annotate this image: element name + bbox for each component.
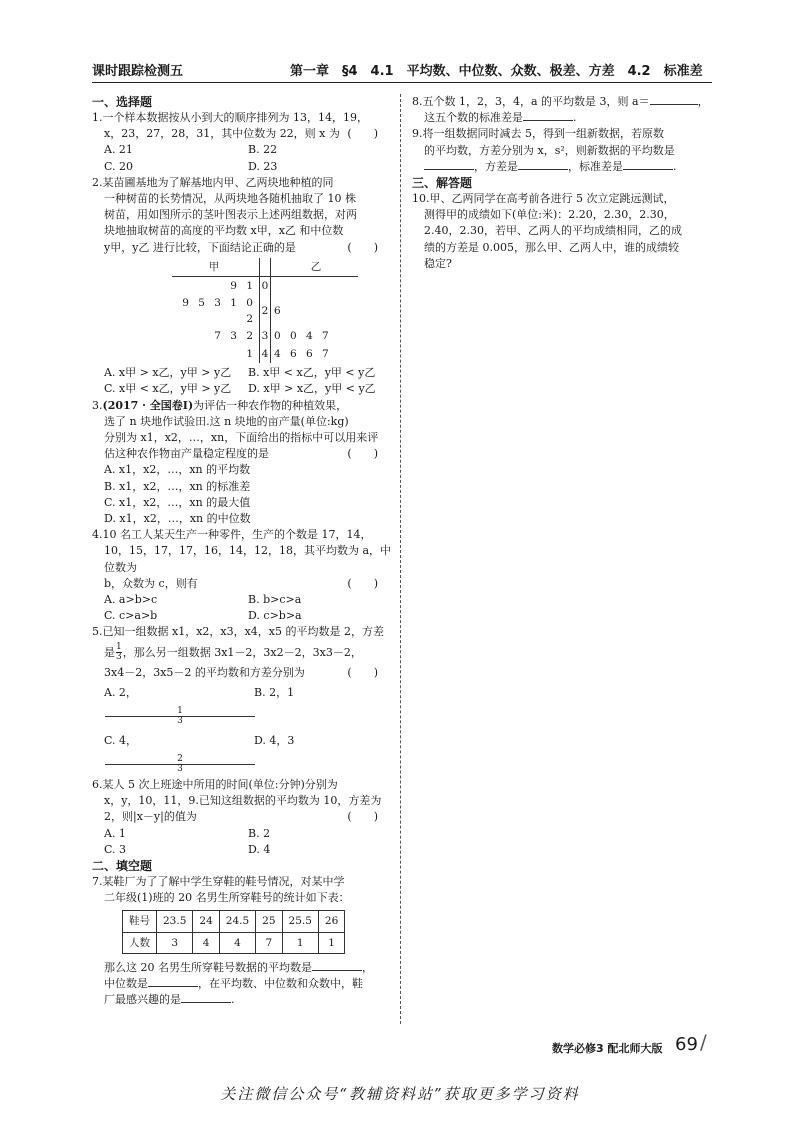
page-slash: / xyxy=(700,1030,707,1054)
answer-blank xyxy=(518,159,568,170)
fraction-one-third: $\frac{1}{3}$ xyxy=(116,642,122,663)
question-10: 10.甲、乙两同学在高考前各进行 5 次立定跳远测试， 测得甲的成绩如下(单位:米)：2.20，2.30，2.30， 2.40，2.30，若甲、乙两人的平均成绩相同，乙的成 绩的方差是 0.005，那么甲、乙两人中，谁的成绩较 稳定? xyxy=(412,192,682,270)
column-divider xyxy=(400,94,401,1024)
stem-head-left: 甲 xyxy=(172,258,260,277)
question-8: 8.五个数 1，2，3，4，a 的平均数是 3，则 a＝ ， 这五个数的标准差是 . xyxy=(412,95,709,125)
question-3: 3.(2017 · 全国卷Ⅰ)为评估一种农作物的种植效果， 选了 n 块地作试验田.这 n 块地的亩产量(单位:kg) 分别为 x1，x2，…，xn，下面给出的指标中可以用来评 估这种农作物亩产量稳定程度的是 ( ) A. x1，x2，…，xn 的平均数 B. x1，x2，…，xn 的标准差 C. x1，x2，…，xn 的最大值 D. x1，x2，…，xn 的中位数 xyxy=(92,398,379,526)
question-6: 6.某人 5 次上班途中所用的时间(单位:分钟)分别为 x，y，10，11，9.已知这组数据的平均数为 10，方差为 2，则|x－y|的值为 ( ) A. 1 B. 2 C. 3 D. 4 xyxy=(92,777,382,856)
stem-head-right: 乙 xyxy=(271,258,359,277)
right-column xyxy=(412,94,712,272)
left-column xyxy=(92,94,392,1008)
question-1: 1.一个样本数据按从小到大的顺序排列为 13，14，19， x，23，27，28，31，其中位数为 22，则 x 为 ( ) A. 21 B. 22 C. 20 D. 23 xyxy=(92,110,392,175)
question-5: 5.已知一组数据 x1，x2，x3，x4，x5 的平均数是 2，方差 是 $\frac{1}{3}$ ，那么另一组数据 3x1－2，3x2－2，3x3－2， 3x4－2，3x5－2 的平均数和方差分别为 ( ) A. 2，$\frac{1}{3}$ B. 2，1 C. 4，$\frac{2}{3}$ D. 4，3 xyxy=(92,625,384,775)
header-rule xyxy=(92,82,712,83)
section-fill: 二、填空题 xyxy=(92,858,153,873)
answer-blank xyxy=(424,159,474,170)
section-answer: 三、解答题 xyxy=(412,176,473,191)
question-2: 2.某苗圃基地为了解基地内甲、乙两块地种植的同 一种树苗的长势情况，从两块地各随机抽取了 10 株 树苗，用如图所示的茎叶图表示上述两组数据，对两 块地抽取树苗的高度的平均数 x甲，x乙 和中位数 y甲，y乙 进行比较，下面结论正确的是 ( ) 甲 乙 9 1 0 9 5 3 1 0 2 2 6 7 3 2 3 0 0 4 7 1 4 4 6 6 7 A. x甲 > x乙，y甲 > y乙 B. x甲 < x乙，y甲 < y乙 C. x甲 < x乙，y甲 > y乙 D. x甲 > x乙，y甲 < y乙 xyxy=(92,175,378,396)
question-9: 9.将一组数据同时减去 5，得到一组新数据，若原数 的平均数，方差分别为 x，s²，则新数据的平均数是 ，方差是 ，标准差是 . xyxy=(412,127,677,173)
answer-blank xyxy=(312,960,362,971)
answer-blank xyxy=(523,110,573,121)
answer-blank xyxy=(148,976,198,987)
page-title: 课时跟踪检测五 xyxy=(92,64,184,79)
shoe-size-table xyxy=(122,910,345,953)
page-number: 69 xyxy=(675,1034,698,1055)
question-7: 7.某鞋厂为了了解中学生穿鞋的鞋号情况，对某中学 二年级(1)班的 20 名男生所穿鞋号的统计如下表： 鞋号 23.5 24 24.5 25 25.5 26 人数 3 4 4 7 1 1 那么这 20 名男生所穿鞋号数据的平均数是 ， 中位数是 ，在平均数、中位数和众数中，鞋 厂最感兴趣的是 . xyxy=(92,874,373,1007)
chapter-heading: 第一章 §4 4.1 平均数、中位数、众数、极差、方差 4.2 标准差 xyxy=(290,64,703,79)
source-tag: (2017 · 全国卷Ⅰ) xyxy=(102,398,194,412)
q1-options: A. 21 B. 22 xyxy=(104,143,278,157)
table-row: 人数 3 4 4 7 1 1 xyxy=(123,932,345,953)
answer-blank xyxy=(623,159,673,170)
table-row: 鞋号 23.5 24 24.5 25 25.5 26 xyxy=(123,911,345,932)
book-label: 数学必修3 配北师大版 xyxy=(552,1042,663,1055)
section-choice: 一、选择题 xyxy=(92,95,153,109)
answer-blank xyxy=(650,94,698,105)
promo-text: 关注微信公众号“教辅资料站”获取更多学习资料 xyxy=(220,1085,580,1103)
answer-blank xyxy=(181,992,231,1003)
question-4: 4.10 名工人某天生产一种零件，生产的个数是 17，14， 10，15，17，17，16，14，12，18，其平均数为 a，中位数为 b，众数为 c，则有 ( ) A. a>b>c B. b>c>a C. c>a>b D. c>b>a xyxy=(92,528,392,623)
stem-leaf-plot: 甲 乙 9 1 0 9 5 3 1 0 2 2 6 7 3 2 3 0 0 4 7 1 4 4 6 6 7 xyxy=(172,258,358,363)
